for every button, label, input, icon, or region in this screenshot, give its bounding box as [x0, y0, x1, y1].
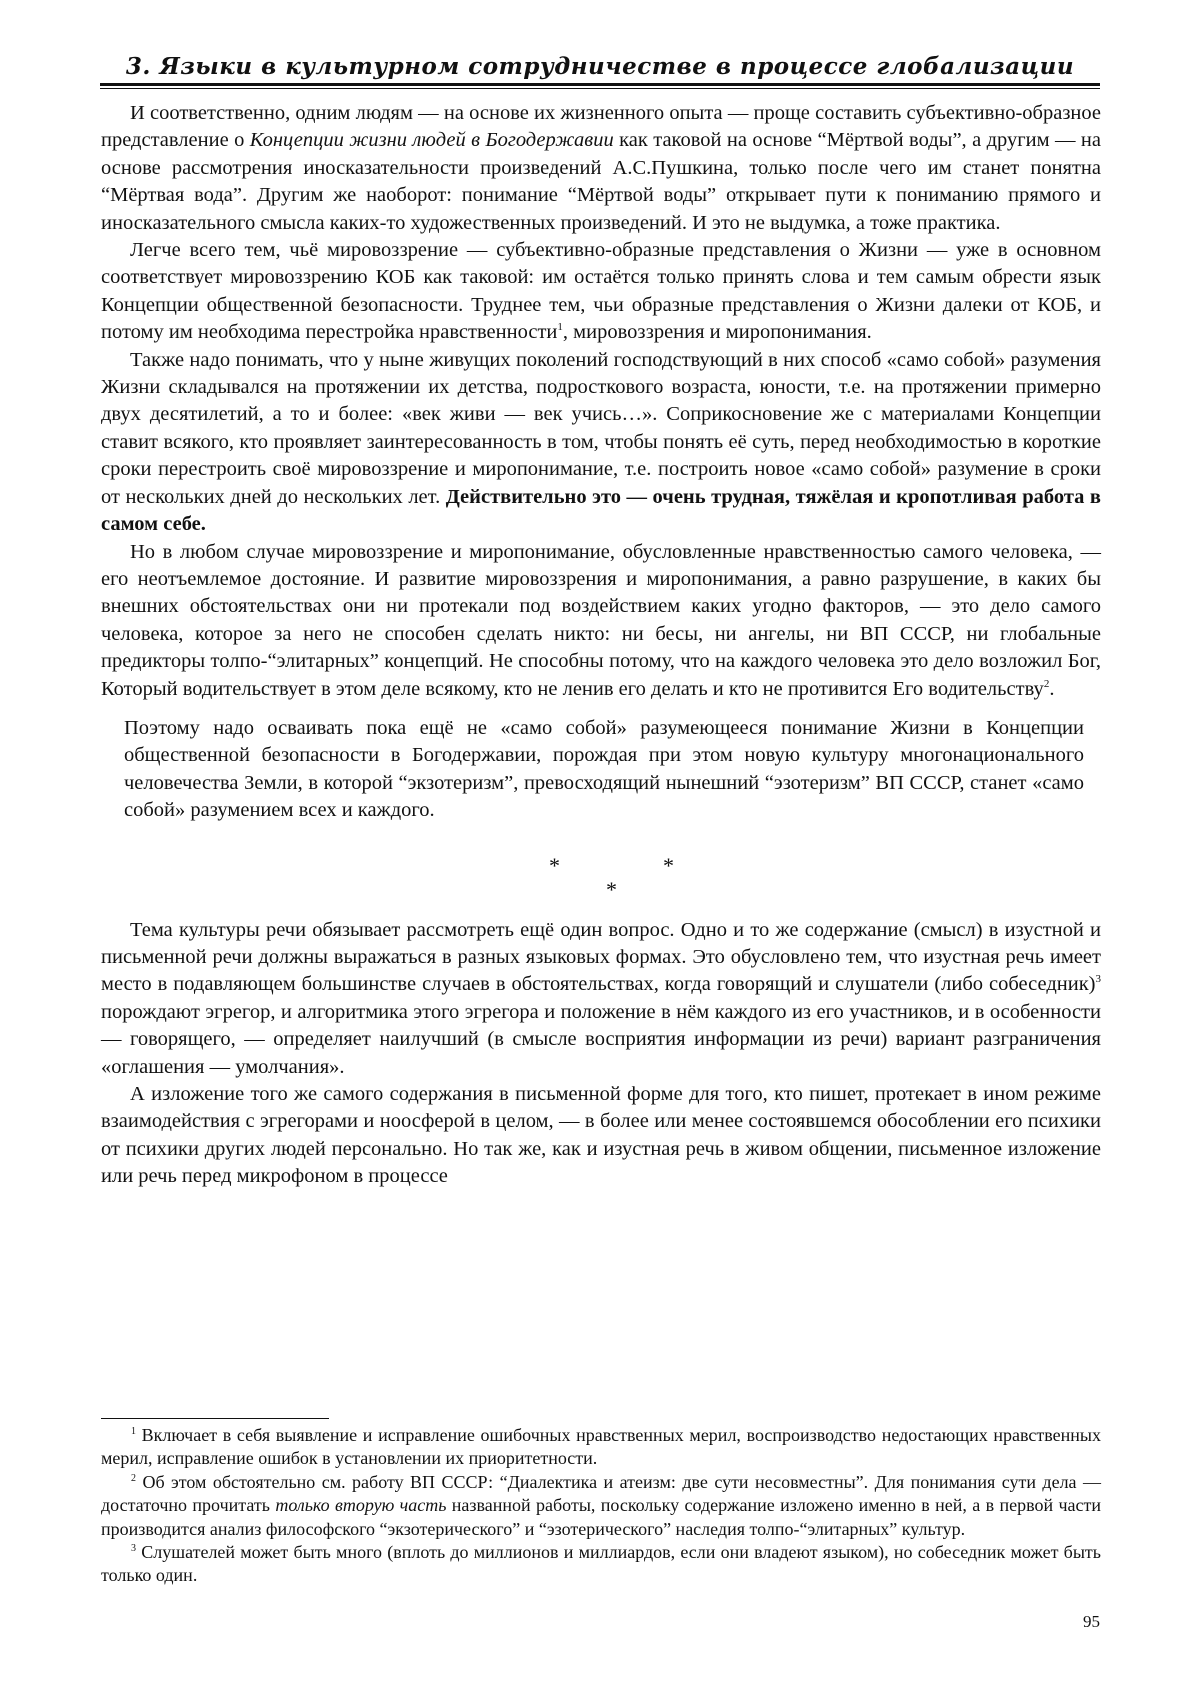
paragraph-3-bold: Действительно это — очень трудная, тяжёлая и кропотливая работа в самом себе. — [101, 485, 1101, 536]
paragraph-2-text-b: , мировоззрения и миропонимания. — [562, 321, 872, 344]
footnote-ref-1[interactable]: 1 — [557, 321, 563, 334]
paragraph-3 — [101, 347, 1101, 539]
footnote-3 — [101, 1541, 1101, 1588]
footnote-2 — [101, 1471, 1101, 1541]
paragraph-2 — [101, 237, 1101, 347]
paragraph-1 — [101, 100, 1101, 237]
separator-star: * — [663, 852, 674, 878]
main-text — [101, 100, 1101, 1191]
paragraph-5-text-a: Тема культуры речи обязывает рассмотреть ещё один вопрос. Одно и то же содержание (смысл) в изустной и письменной речи должны выражаться в разных языковых формах. Это обусловлено тем, что изустная речь имеет место в подавляющем большинстве случаев в обстоятельствах, когда говорящий и слушатели (либо собеседник) — [101, 918, 1101, 996]
footnote-number: 3 — [131, 1543, 136, 1555]
paragraph-4-text-b: . — [1049, 677, 1055, 700]
paragraph-6 — [101, 1081, 1101, 1191]
paragraph-5-text-b: порождают эгрегор, и алгоритмика этого эгрегора и положение в нём каждого из его участников, и в особенности — говорящего, — определяет наилучший (в смысле восприятия информации из речи) вариант разграничения «оглашения — умолчания». — [101, 1000, 1101, 1078]
header-rule-thin — [100, 88, 1100, 89]
section-separator — [101, 825, 1101, 917]
footnote-3-text: Слушателей может быть много (вплоть до миллионов и миллиардов, если они владеют языком), но собеседник может быть только один. — [101, 1542, 1101, 1586]
paragraph-1-text-b: как таковой на основе “Мёртвой воды”, а другим — на основе рассмотрения иносказательности произведений А.С.Пушкина, только после чего им станет понятна “Мёртвая вода”. Другим же наоборот: понимание “Мёртвой воды” открывает пути к пониманию прямого и иносказательного смысла каких-то художественных произведений. И это не выдумка, а тоже практика. — [101, 129, 1101, 234]
paragraph-2-text-a: Легче всего тем, чьё мировоззрение — субъективно-образные представления о Жизни — уже в основном соответствует мировоззрению КОБ как таковой: им остаётся только принять слова и тем самым обрести язык Концепции общественной безопасности. Труднее тем, чьи образные представления о Жизни далеки от КОБ, и потому им необходима перестройка нравственности — [101, 239, 1101, 344]
running-header-title: 3. Языки в культурном сотрудничестве в процессе глобализации — [125, 53, 1075, 80]
paragraph-1-italic: Концепции жизни людей в Богодержавии — [249, 129, 614, 152]
separator-star: * — [606, 876, 617, 902]
footnote-divider — [101, 1418, 329, 1419]
paragraph-4 — [101, 539, 1101, 703]
footnote-number: 2 — [131, 1472, 136, 1484]
footnote-2-text-a: Об этом обстоятельно см. работу ВП СССР: “Диалектика и атеизм: две сути несовместны”. Для понимания сути дела — достаточно прочитать — [101, 1471, 1101, 1516]
footnote-number: 1 — [131, 1426, 136, 1437]
callout-paragraph: Поэтому надо осваивать пока ещё не «само собой» разумеющееся понимание Жизни в Концепции общественной безопасности в Богодержавии, порождая при этом новую культуру многонационального человечества Земли, в которой “экзотеризм”, превосходящий нынешний “эзотеризм” ВП СССР, станет «само собой» разумением всех и каждого. — [124, 716, 1084, 822]
running-header — [100, 52, 1100, 92]
footnote-ref-2[interactable]: 2 — [1043, 677, 1050, 690]
paragraph-3-text-a: Также надо понимать, что у ныне живущих поколений господствующий в них способ «само собой» разумения Жизни складывался на протяжении их детства, подросткового возраста, юности, т.е. на протяжении примерно двух десятилетий, а то и более: «век живи — век учись…». Соприкосновение же с материалами Концепции ставит всякого, кто проявляет заинтересованность в том, чтобы понять её суть, перед необходимостью в короткие сроки перестроить своё мировоззрение и миропонимание, т.е. построить новое «само собой» разумение в сроки от нескольких дней до нескольких лет. — [101, 348, 1101, 508]
paragraph-6-text: А изложение того же самого содержания в письменной форме для того, кто пишет, протекает в ином режиме взаимодействия с эгрегорами и ноосферой в целом, — в более или менее состоявшемся обособлении его психики от психики других людей персонально. Но так же, как и изустная речь в живом общении, письменное изложение или речь перед микрофоном в процессе — [101, 1083, 1101, 1188]
footnote-ref-3[interactable]: 3 — [1095, 973, 1101, 986]
footnote-1 — [101, 1424, 1101, 1471]
paragraph-4-text-a: Но в любом случае мировоззрение и миропонимание, обусловленные нравственностью самого человека, — его неотъемлемое достояние. И развитие мировоззрения и миропонимания, а равно разрушение, в каких бы внешних обстоятельствах они ни протекали под воздействием каких угодно факторов, — это дело самого человека, которое за него не способен сделать никто: ни бесы, ни ангелы, ни ВП СССР, ни глобальные предикторы толпо-“элитарных” концепций. Не способны потому, что на каждого человека это дело возложил Бог, Который водительствует в этом деле всякому, кто не ленив его делать и кто не противится Его водительству — [101, 540, 1101, 700]
header-rule-thick — [100, 83, 1100, 86]
footnote-2-italic: только вторую часть — [275, 1495, 447, 1516]
page-number: 95 — [1083, 1612, 1100, 1631]
footnote-1-text: Включает в себя выявление и исправление ошибочных нравственных мерил, воспроизводство недостающих нравственных мерил, исправление ошибок в установлении их приоритетности. — [101, 1425, 1101, 1469]
footnotes — [101, 1424, 1101, 1588]
separator-star: * — [549, 852, 560, 878]
footnote-2-text-b: названной работы, поскольку содержание изложено именно в ней, а в первой части производится анализ философского “экзотерического” и “эзотерического” наследия толпо-“элитарных” культур. — [101, 1495, 1101, 1539]
paragraph-1-text-a: И соответственно, одним людям — на основе их жизненного опыта — проще составить субъективно-образное представление о — [101, 102, 1101, 152]
paragraph-5 — [101, 917, 1101, 1081]
